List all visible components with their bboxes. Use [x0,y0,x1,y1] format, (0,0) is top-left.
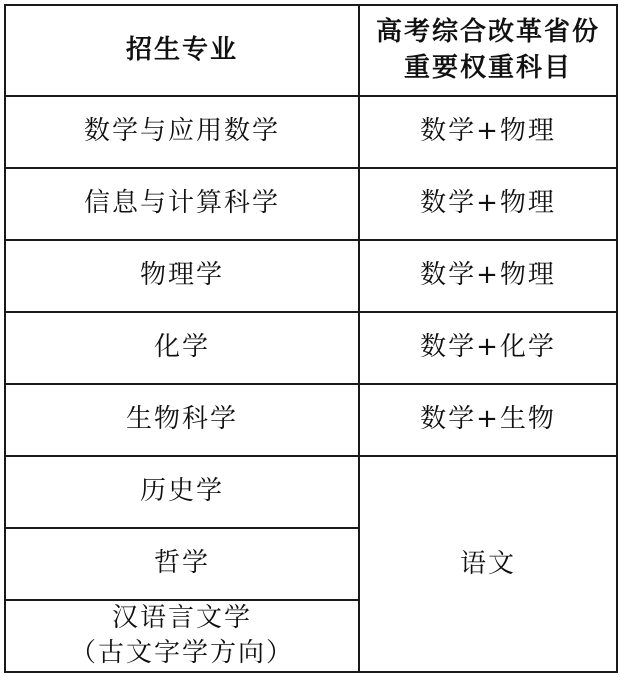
subjects-cell: 数学+生物 [359,384,617,456]
table-row [5,240,617,312]
header-subjects [359,5,617,96]
major-cell: 生物科学 [5,384,359,456]
header-subjects-line1: 高考综合改革省份 [375,17,600,48]
major-cell: 信息与计算科学 [5,168,359,240]
table-row [5,312,617,384]
majors-subjects-table [4,4,618,673]
major-cell-line2: （古文字学方向） [69,638,294,669]
table-header-row [5,5,617,96]
major-cell: 化学 [5,312,359,384]
subjects-cell: 数学+物理 [359,96,617,168]
major-cell [5,600,359,672]
subjects-cell: 数学+化学 [359,312,617,384]
major-cell: 数学与应用数学 [5,96,359,168]
table-row [5,456,617,528]
major-cell: 哲学 [5,528,359,600]
header-major: 招生专业 [5,5,359,96]
major-cell-line1: 汉语言文学 [111,603,252,633]
table-row [5,168,617,240]
table-row [5,96,617,168]
major-cell: 物理学 [5,240,359,312]
table-row [5,384,617,456]
major-cell: 历史学 [5,456,359,528]
header-subjects-line2: 重要权重科目 [403,52,572,83]
merged-subjects-cell: 语文 [359,456,617,672]
subjects-cell: 数学+物理 [359,240,617,312]
subjects-cell: 数学+物理 [359,168,617,240]
